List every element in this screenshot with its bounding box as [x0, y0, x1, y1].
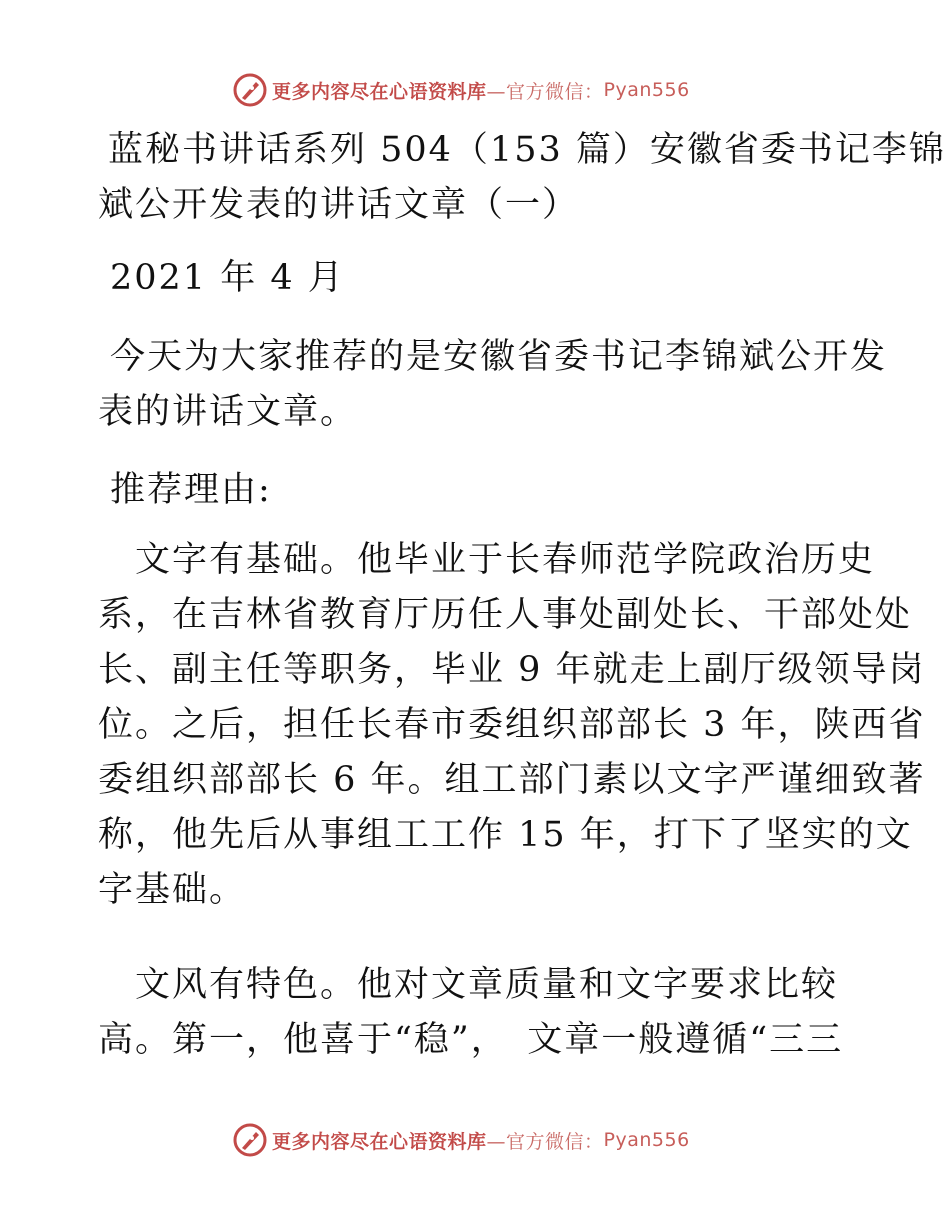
watermark-text: 更多内容尽在心语资料库 — [272, 80, 487, 103]
intro-paragraph — [98, 330, 888, 440]
watermark-separator: —官方微信： — [486, 80, 604, 103]
footer-watermark — [232, 1120, 690, 1160]
intro-line: 表的讲话文章。 — [98, 392, 358, 432]
paragraph-writing-foundation — [98, 533, 926, 918]
paragraph-line: 系，在吉林省教育厅历任人事处副处长、干部处处 — [98, 595, 913, 635]
pen-nib-icon — [232, 1122, 268, 1158]
title-line: 斌公开发表的讲话文章（一） — [98, 185, 580, 225]
reason-heading: 推荐理由: — [110, 470, 272, 510]
header-watermark — [232, 70, 690, 110]
title-line: 蓝秘书讲话系列 504（153 篇）安徽省委书记李锦 — [108, 130, 946, 170]
paragraph-line: 长、副主任等职务，毕业 9 年就走上副厅级领导岗 — [98, 650, 926, 690]
paragraph-line: 位。之后，担任长春市委组织部部长 3 年，陕西省 — [98, 705, 926, 745]
document-date: 2021 年 4 月 — [110, 258, 345, 298]
intro-line: 今天为大家推荐的是安徽省委书记李锦斌公开发 — [110, 337, 888, 377]
watermark-handle: Pyan556 — [603, 79, 690, 101]
paragraph-line: 字基础。 — [98, 870, 247, 910]
watermark-handle: Pyan556 — [603, 1129, 690, 1151]
watermark-separator: —官方微信： — [486, 1130, 604, 1153]
document-title — [98, 123, 946, 233]
paragraph-writing-style — [98, 958, 868, 1068]
paragraph-line: 文风有特色。他对文章质量和文字要求比较 — [98, 965, 839, 1005]
pen-nib-icon — [232, 72, 268, 108]
watermark-text: 更多内容尽在心语资料库 — [272, 1130, 487, 1153]
paragraph-line: 文字有基础。他毕业于长春师范学院政治历史 — [98, 540, 876, 580]
paragraph-line: 高。第一，他喜于“稳”， 文章一般遵循“三三 — [98, 1020, 844, 1060]
paragraph-line: 委组织部部长 6 年。组工部门素以文字严谨细致著 — [98, 760, 926, 800]
paragraph-line: 称，他先后从事组工工作 15 年，打下了坚实的文 — [98, 815, 913, 855]
